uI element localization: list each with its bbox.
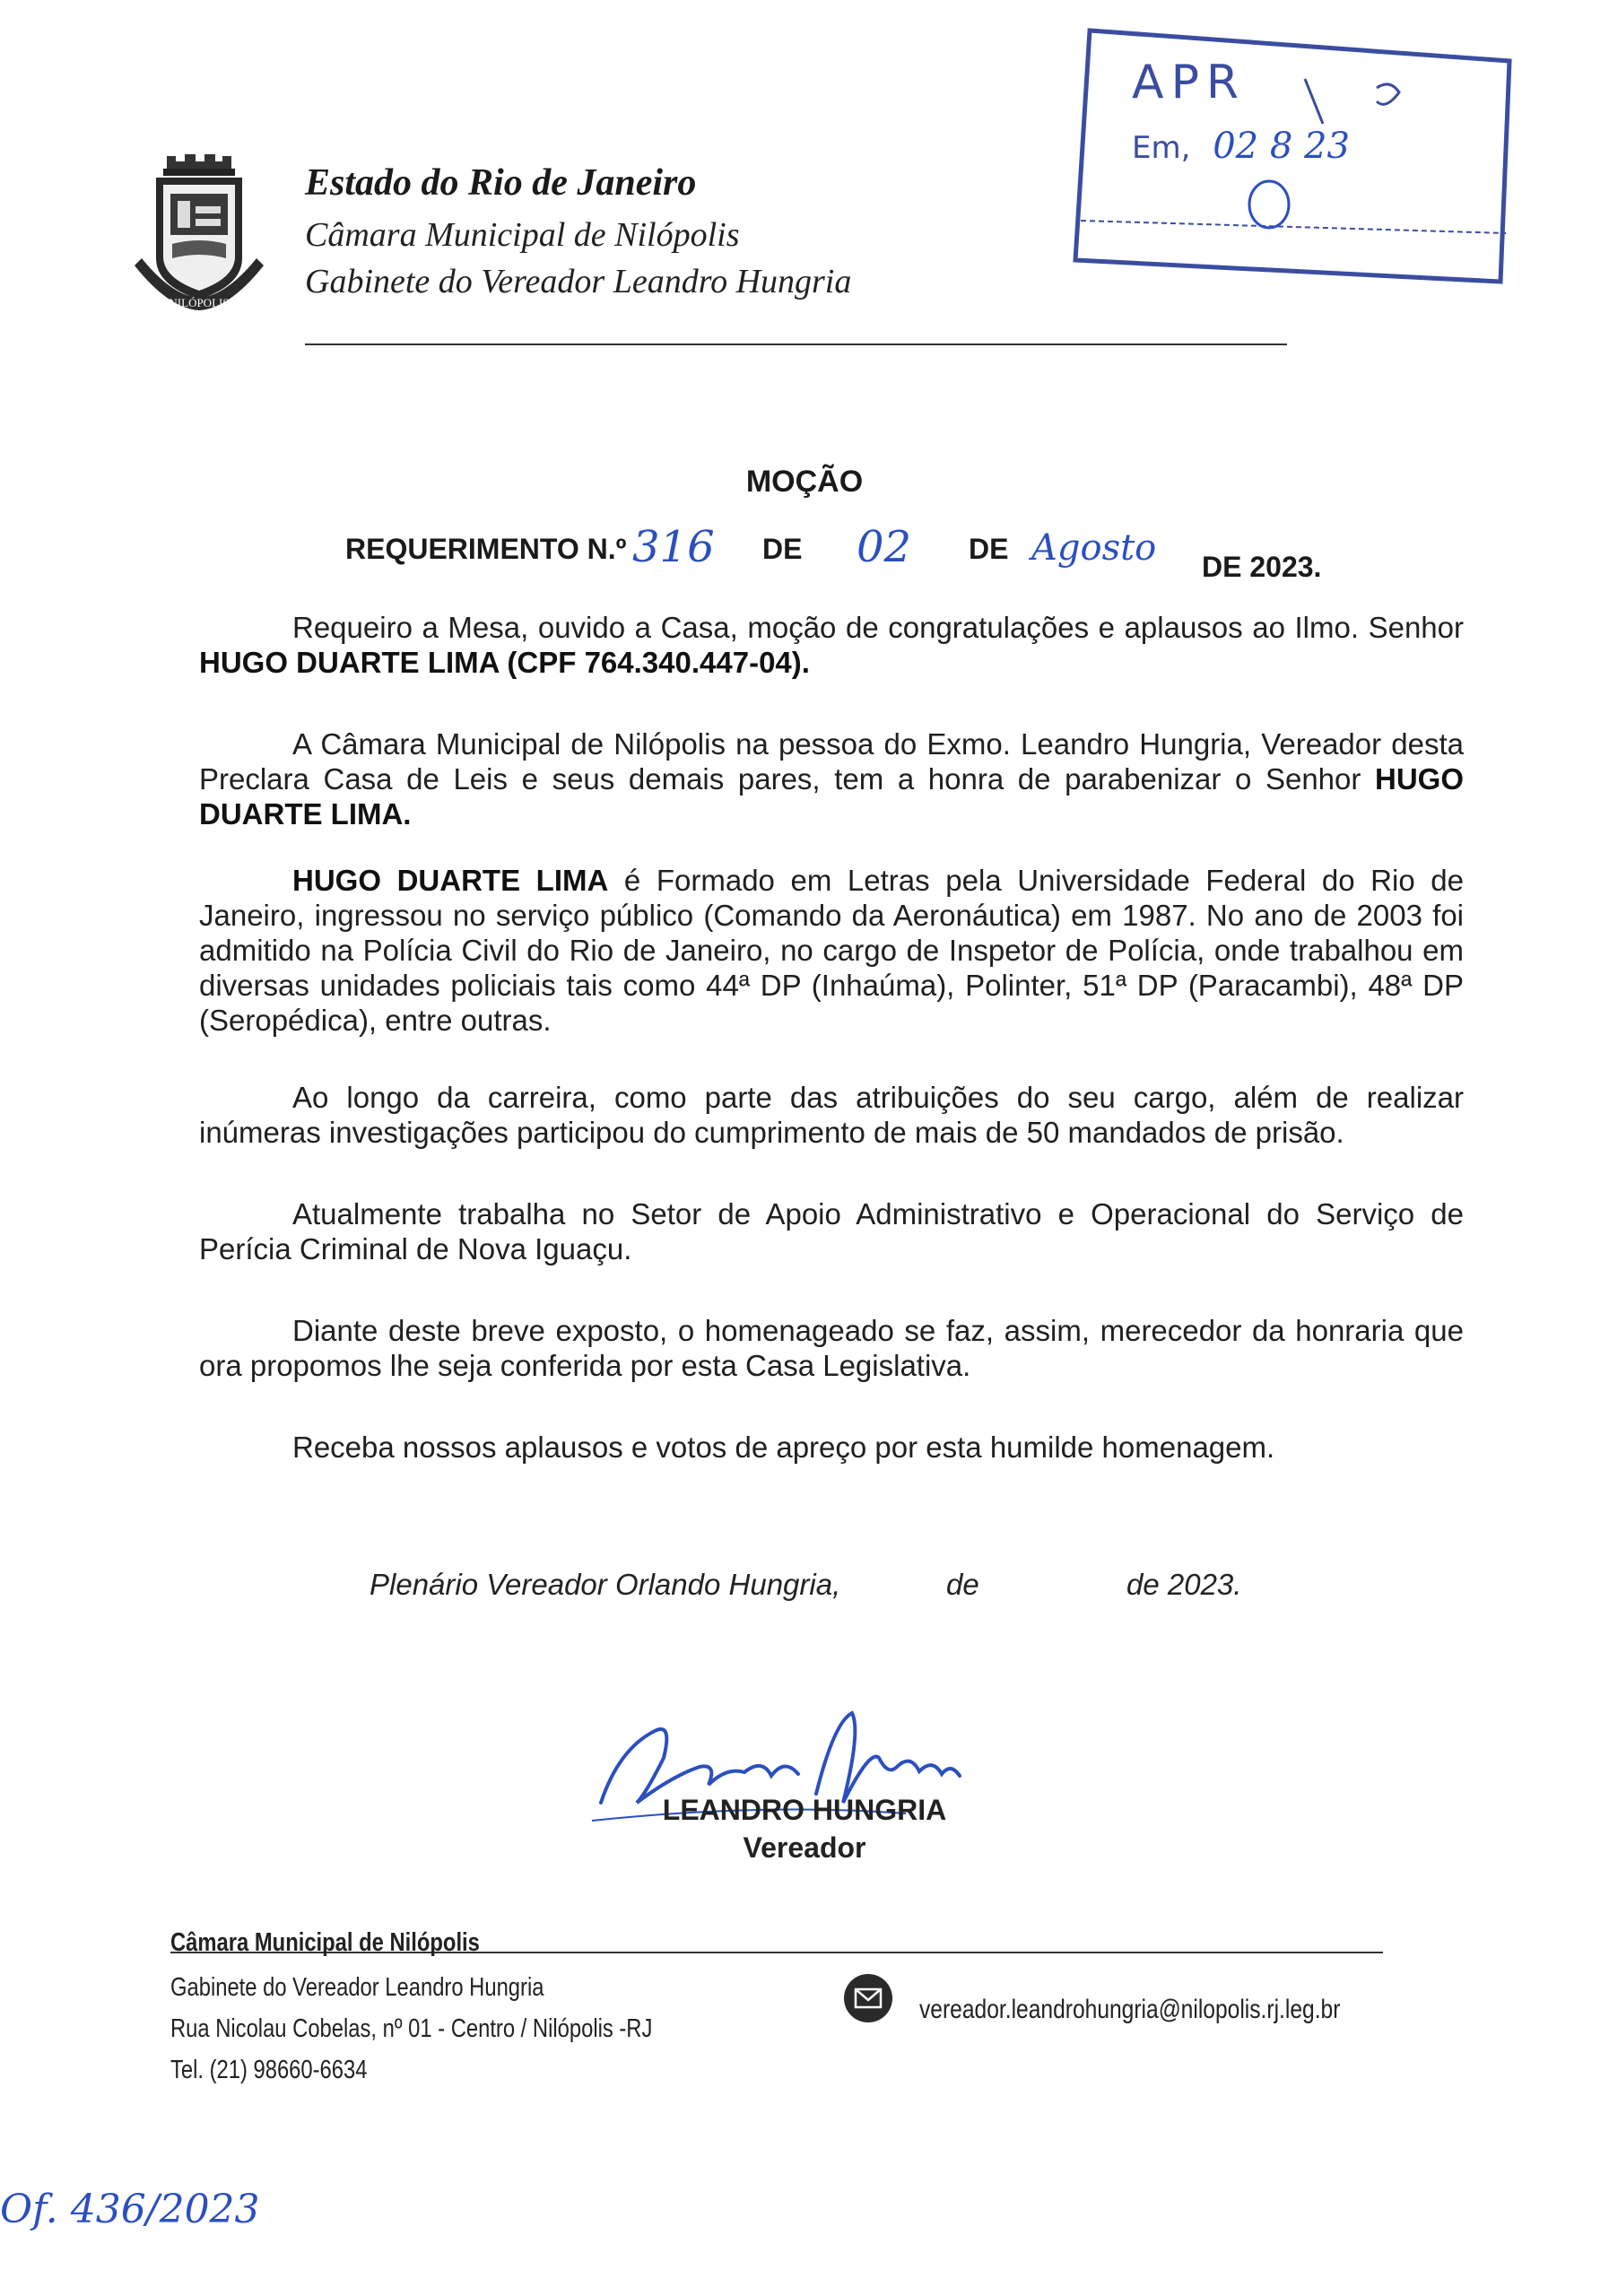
closing-place: Plenário Vereador Orlando Hungria, — [370, 1568, 841, 1601]
footer-office: Gabinete do Vereador Leandro Hungria — [170, 1973, 544, 2002]
closing-year: de 2023. — [1126, 1568, 1242, 1601]
paragraph-career: Ao longo da carreira, como parte das atribuições do seu cargo, além de realizar inúmeras investigações participou do cumprimento de mais de 50 mandados de prisão. — [199, 1081, 1464, 1149]
footer-chamber: Câmara Municipal de Nilópolis — [170, 1928, 480, 1957]
requirement-de-2: DE — [969, 533, 1009, 565]
header-chamber-name: Câmara Municipal de Nilópolis — [305, 216, 740, 254]
paragraph-request-text: Requeiro a Mesa, ouvido a Casa, moção de congratulações e aplausos ao Ilmo. Senhor — [292, 611, 1464, 644]
closing-de: de — [946, 1568, 979, 1601]
municipal-crest-logo — [133, 151, 265, 312]
signatory-role: Vereador — [743, 1831, 866, 1864]
stamp-title: APR — [1132, 56, 1247, 109]
stamp-date — [1132, 126, 1350, 167]
handwritten-oficio-number: Of. 436/2023 — [0, 2187, 260, 2232]
header-office-name: Gabinete do Vereador Leandro Hungria — [305, 263, 852, 300]
crest-ribbon-label: NILÓPOLIS — [169, 296, 230, 309]
stamp-date-prefix: Em, — [1132, 130, 1191, 166]
paragraph-merit: Diante deste breve exposto, o homenageado se faz, assim, merecedor da honraria que ora propomos lhe seja conferida por esta Casa Legislativa. — [199, 1314, 1464, 1382]
requirement-number: 316 — [632, 522, 715, 572]
honoree-name-cpf: HUGO DUARTE LIMA (CPF 764.340.447-04). — [199, 646, 810, 679]
footer-email: vereador.leandrohungria@nilopolis.rj.leg.br — [919, 1995, 1341, 2024]
document-title: MOÇÃO — [745, 465, 864, 499]
header-divider — [305, 344, 1287, 345]
requirement-de-1: DE — [762, 533, 803, 565]
paragraph-biography-text: é Formado em Letras pela Universidade Federal do Rio de Janeiro, ingressou no serviço público (Comando da Aeronáutica) em 1987. No ano de 2003 foi admitido na Polícia Civil do Rio de Janeiro, no cargo de Inspetor de Polícia, onde trabalhou em diversas unidades policiais tais como 44ª DP (Inhaúma), Polinter, 51ª DP (Paracambi), 48ª DP (Seropédica), entre outras. — [199, 864, 1464, 1037]
honoree-name-bio: HUGO DUARTE LIMA — [292, 864, 609, 897]
paragraph-chamber — [199, 726, 1464, 831]
header-state-name: Estado do Rio de Janeiro — [305, 162, 697, 204]
paragraph-applause: Receba nossos aplausos e votos de apreço por esta humilde homenagem. — [292, 1431, 1275, 1464]
paragraph-biography — [199, 863, 1464, 1038]
honoree-name: HUGO DUARTE LIMA. — [199, 762, 1464, 831]
paragraph-request — [199, 610, 1464, 680]
signatory-name: LEANDRO HUNGRIA — [662, 1794, 947, 1826]
requirement-year: DE 2023. — [1202, 551, 1322, 583]
requirement-label: REQUERIMENTO N.º — [345, 533, 627, 565]
requirement-day: 02 — [857, 522, 912, 572]
stamp-date-handwritten: 02 8 23 — [1213, 126, 1350, 167]
paragraph-current-role: Atualmente trabalha no Setor de Apoio Administrativo e Operacional do Serviço de Perícia Criminal de Nova Iguaçu. — [199, 1197, 1464, 1265]
requirement-month: Agosto — [1031, 527, 1157, 569]
paragraph-chamber-text: A Câmara Municipal de Nilópolis na pessoa do Exmo. Leandro Hungria, Vereador desta Preclara Casa de Leis e seus demais pares, tem a honra de parabenizar o Senhor — [199, 727, 1464, 796]
footer-phone: Tel. (21) 98660-6634 — [170, 2056, 368, 2084]
mail-icon — [843, 1973, 893, 2023]
footer-address: Rua Nicolau Cobelas, nº 01 - Centro / Nilópolis -RJ — [170, 2014, 653, 2043]
